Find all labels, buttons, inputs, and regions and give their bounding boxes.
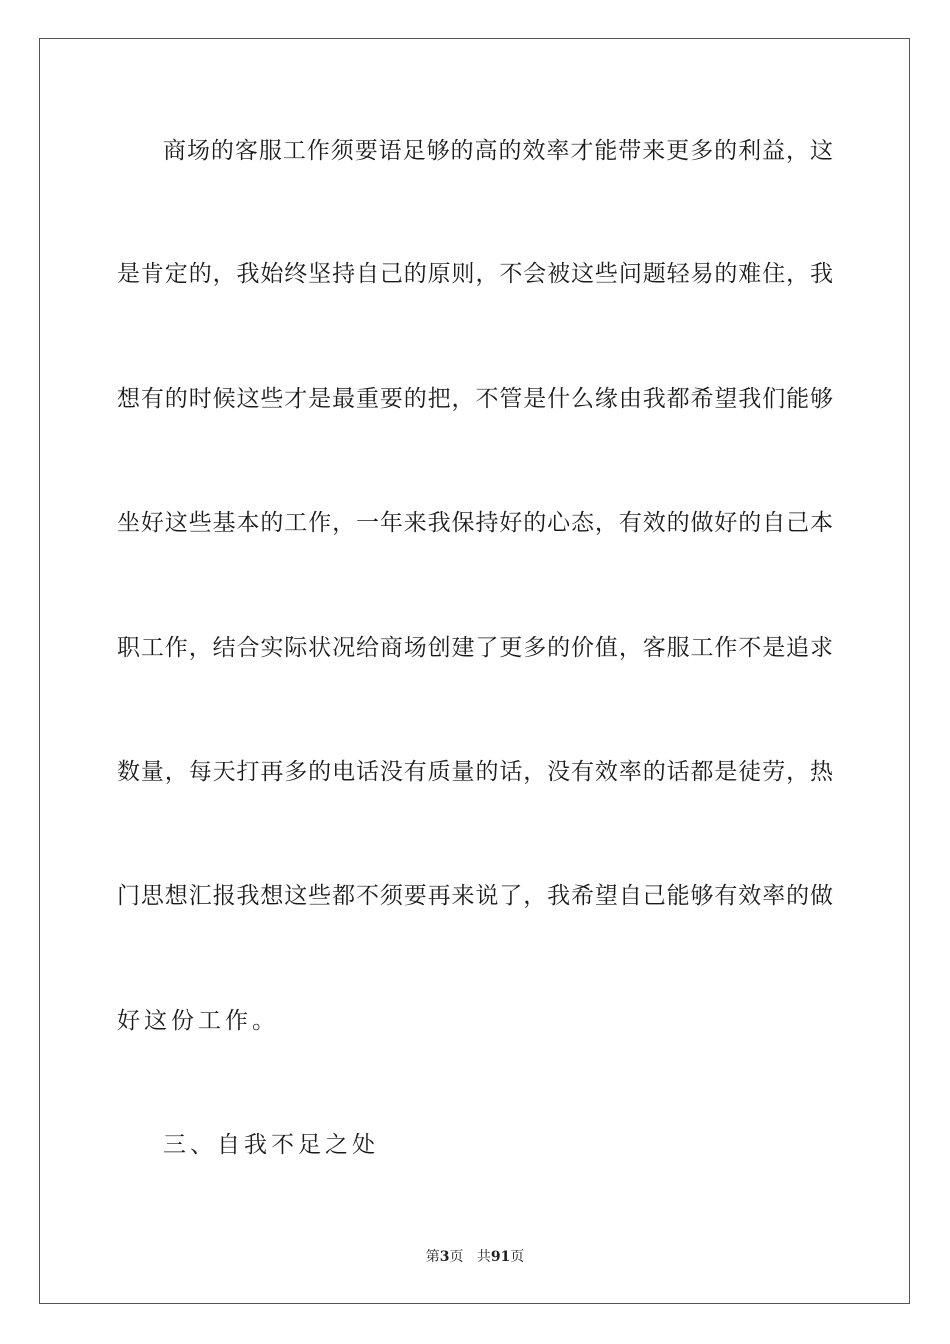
page-border — [39, 38, 910, 1304]
paragraph-line-7: 门思想汇报我想这些都不须要再来说了，我希望自己能够有效率的做 — [117, 883, 833, 909]
page-current: 3 — [439, 1249, 450, 1265]
paragraph-line-4: 坐好这些基本的工作，一年来我保持好的心态，有效的做好的自己本 — [117, 510, 833, 536]
paragraph-line-5: 职工作，结合实际状况给商场创建了更多的价值，客服工作不是追求 — [117, 635, 833, 661]
paragraph-line-6: 数量，每天打再多的电话没有质量的话，没有效率的话都是徒劳，热 — [117, 759, 833, 785]
section-heading: 三、自我不足之处 — [163, 1132, 379, 1158]
page-total: 91 — [490, 1249, 511, 1265]
page-unit: 页 — [449, 1249, 464, 1265]
page-footer — [0, 1248, 950, 1266]
paragraph-line-2: 是肯定的，我始终坚持自己的原则，不会被这些问题轻易的难住，我 — [117, 261, 833, 287]
total-prefix: 共 — [476, 1249, 491, 1265]
paragraph-line-8: 好这份工作。 — [117, 1008, 279, 1034]
page-prefix: 第 — [425, 1249, 440, 1265]
paragraph-line-1: 商场的客服工作须要语足够的高的效率才能带来更多的利益，这 — [163, 138, 833, 164]
paragraph-line-3: 想有的时候这些才是最重要的把，不管是什么缘由我都希望我们能够 — [117, 386, 833, 412]
total-unit: 页 — [510, 1249, 525, 1265]
